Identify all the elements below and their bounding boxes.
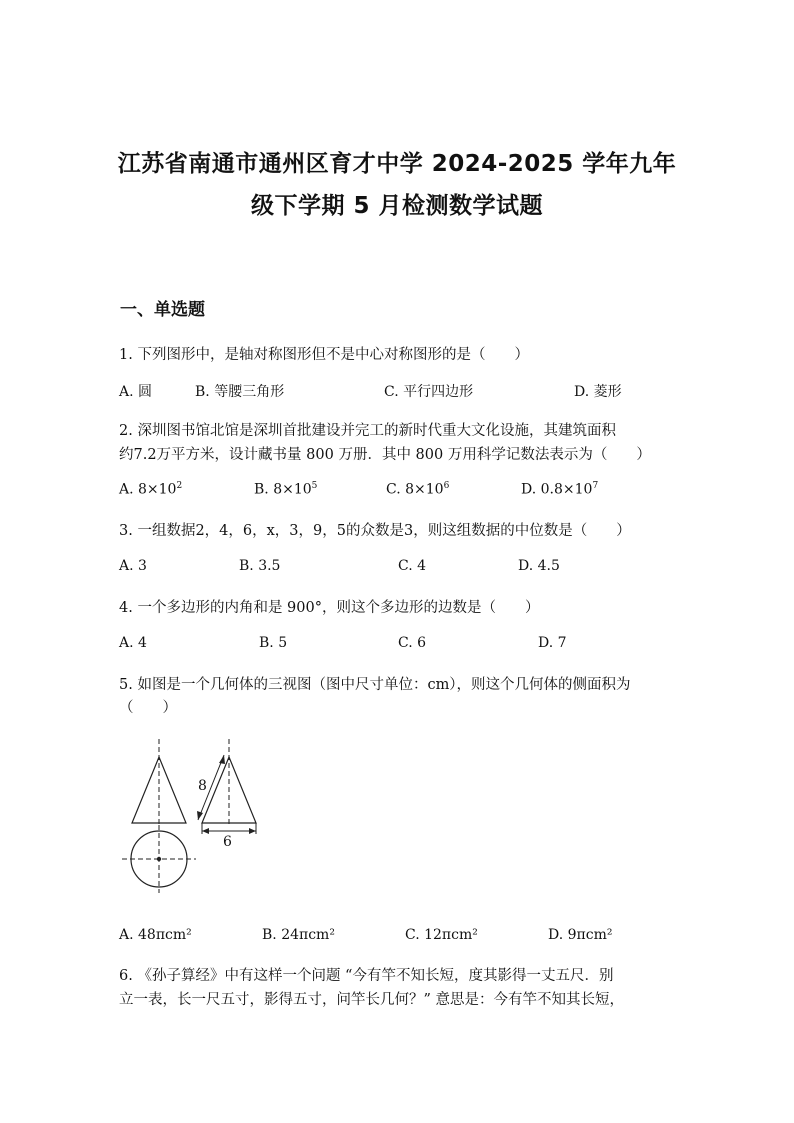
slant-arrow-bottom [197,811,203,820]
three-view-figure [118,735,268,895]
question-1-stem: 1. 下列图形中，是轴对称图形但不是中心对称图形的是（ ） [119,347,529,363]
top-view-center-dot [157,857,161,861]
q5-option-c: C. 12πcm² [405,927,478,943]
question-5-stem-line-1: 5. 如图是一个几何体的三视图（图中尺寸单位：cm），则这个几何体的侧面积为 [119,677,631,693]
q2-option-b: B. $8\times 10^5$ [254,481,318,498]
q3-option-a: A. 3 [119,558,147,574]
q3-option-d: D. 4.5 [518,558,560,574]
question-2-stem-line-1: 2. 深圳图书馆北馆是深圳首批建设并完工的新时代重大文化设施，其建筑面积 [119,423,616,439]
q4-option-c: C. 6 [398,635,427,651]
q5-option-b: B. 24πcm² [262,927,335,943]
question-6-stem-line-1: 6. 《孙子算经》中有这样一个问题 “今有竿不知长短，度其影得一丈五尺．别 [119,968,614,984]
question-4-stem: 4. 一个多边形的内角和是 900°，则这个多边形的边数是（ ） [119,600,540,616]
q3-option-c: C. 4 [398,558,427,574]
q3-option-b: B. 3.5 [239,558,281,574]
base-arrow-left [202,828,209,834]
q5-option-d: D. 9πcm² [548,927,613,943]
title-line-2: 级下学期 5 月检测数学试题 [250,193,544,219]
question-6-stem-line-2: 立一表，长一尺五寸，影得五寸，问竿长几何？” 意思是：今有竿不知其长短， [119,992,625,1008]
title-line-1: 江苏省南通市通州区育才中学 2024-2025 学年九年 [117,151,677,177]
q1-option-c: C. 平行四边形 [384,384,474,400]
base-length-label: 6 [223,834,232,850]
q1-option-a: A. 圆 [119,384,153,400]
q2-option-c: C. $8\times 10^6$ [386,481,450,498]
q4-option-a: A. 4 [119,635,147,651]
q2-option-d: D. $0.8\times 10^7$ [521,481,599,498]
question-2-stem-line-2: 约7.2万平方米，设计藏书量 800 万册．其中 800 万用科学记数法表示为（ ） [119,447,651,463]
q2-option-a: A. $8\times 10^2$ [119,481,183,498]
question-3-stem: 3. 一组数据2，4，6，x，3，9，5的众数是3，则这组数据的中位数是（ ） [119,523,631,539]
q1-option-d: D. 菱形 [574,384,622,400]
q4-option-d: D. 7 [538,635,567,651]
section-heading: 一、单选题 [120,300,205,320]
base-arrow-right [249,828,256,834]
q4-option-b: B. 5 [259,635,288,651]
q1-option-b: B. 等腰三角形 [195,384,285,400]
question-5-stem-line-2: （ ） [119,700,177,716]
slant-arrow-top [219,755,225,764]
q5-option-a: A. 48πcm² [119,927,192,943]
slant-length-label: 8 [198,778,207,794]
